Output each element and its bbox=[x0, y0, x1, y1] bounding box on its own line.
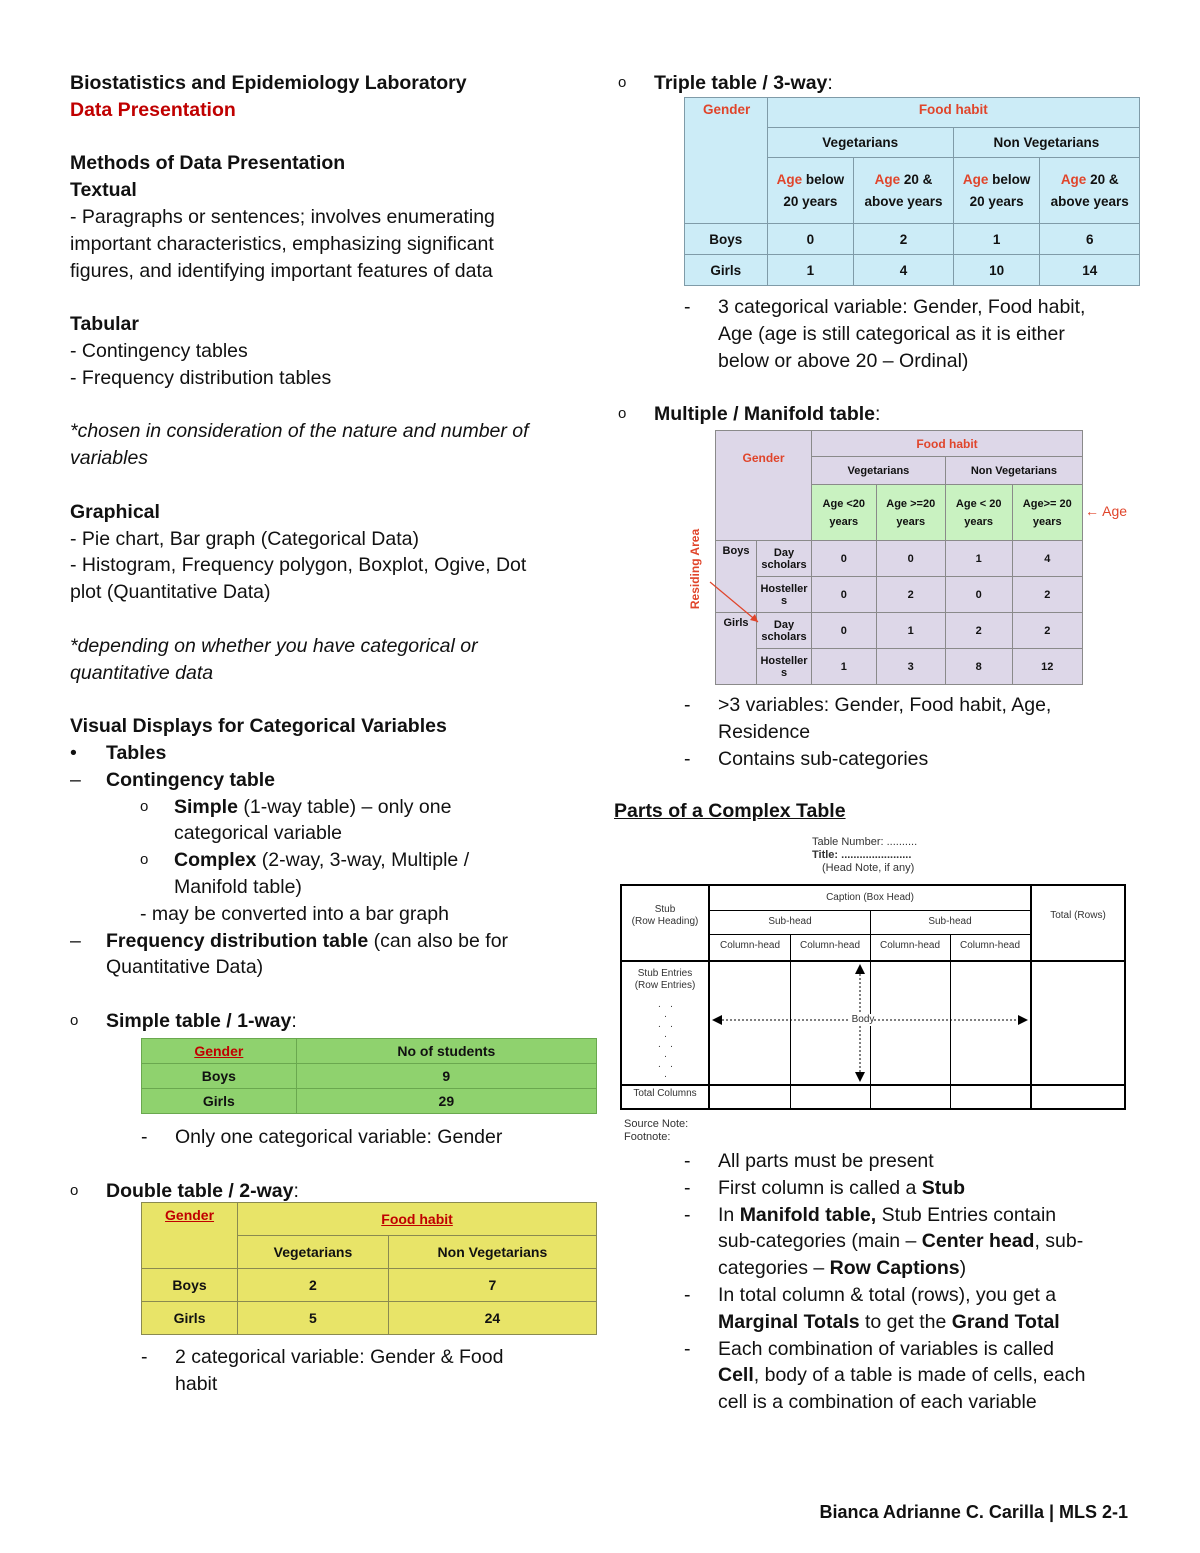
table-row bbox=[685, 255, 1140, 286]
table-cell: 1 bbox=[945, 541, 1012, 577]
simple-note: - Only one categorical variable: Gender o Double table / 2-way : bbox=[70, 1126, 503, 1202]
table-cell: 0 bbox=[876, 541, 945, 577]
table-cell: 4 bbox=[1012, 541, 1082, 577]
footer-author: Bianca Adrianne C. Carilla | MLS 2-1 bbox=[819, 1502, 1128, 1522]
table-row bbox=[142, 1089, 597, 1114]
age-col-header: Age < 20 years bbox=[945, 485, 1012, 541]
table-cell: 2 bbox=[1012, 577, 1082, 613]
table-header: Non Vegetarians bbox=[945, 457, 1082, 485]
table-cell: Girls bbox=[142, 1302, 238, 1335]
age-col-header: Age 20 & above years bbox=[854, 158, 954, 224]
table-cell: 0 bbox=[812, 577, 877, 613]
table-header: Gender bbox=[142, 1039, 297, 1064]
textual-heading: Textual bbox=[70, 179, 137, 202]
age-col-header: Age below 20 years bbox=[953, 158, 1040, 224]
table-cell: Boys bbox=[685, 224, 768, 255]
triple-table bbox=[684, 97, 1140, 286]
table-cell: Girls bbox=[142, 1089, 297, 1114]
table-cell: Boys bbox=[716, 541, 757, 613]
graphical-heading: Graphical bbox=[70, 500, 160, 523]
residing-arrow bbox=[708, 580, 768, 630]
table-cell: Day scholars bbox=[757, 613, 812, 649]
textual-line: figures, and identifying important features of data bbox=[70, 259, 493, 282]
converted-note: - may be converted into a bar graph bbox=[140, 902, 449, 925]
table-row bbox=[142, 1064, 597, 1089]
manifold-notes: - >3 variables: Gender, Food habit, Age, Residence - Contains sub-categories bbox=[684, 694, 1052, 770]
table-header: No of students bbox=[296, 1039, 596, 1064]
table-cell: 6 bbox=[1040, 224, 1140, 255]
manifold-table bbox=[715, 430, 1083, 685]
simple-item: o Simple (1-way table) – only one bbox=[140, 795, 452, 818]
table-header: Food habit bbox=[812, 431, 1083, 457]
table-cell: 24 bbox=[388, 1302, 596, 1335]
bullet-tables: • Tables bbox=[70, 741, 167, 764]
table-cell: 1 bbox=[812, 649, 877, 685]
table-cell: 2 bbox=[238, 1269, 389, 1302]
table-cell: Day scholars bbox=[757, 541, 812, 577]
double-table bbox=[141, 1202, 597, 1335]
table-header: Gender bbox=[685, 98, 768, 224]
table-cell: 4 bbox=[854, 255, 954, 286]
table-cell: 8 bbox=[945, 649, 1012, 685]
table-cell: 1 bbox=[953, 224, 1040, 255]
table-cell: 5 bbox=[238, 1302, 389, 1335]
graphical-line: - Pie chart, Bar graph (Categorical Data) bbox=[70, 527, 419, 550]
tabular-note: variables bbox=[70, 447, 149, 470]
tabular-note: *chosen in consideration of the nature and number of bbox=[70, 420, 529, 443]
graphical-note: *depending on whether you have categorical or bbox=[70, 634, 478, 657]
table-header: Vegetarians bbox=[238, 1236, 389, 1269]
table-cell: Girls bbox=[685, 255, 768, 286]
table-cell: 2 bbox=[876, 577, 945, 613]
table-header: Vegetarians bbox=[767, 128, 953, 158]
contingency-item: – Contingency table bbox=[70, 768, 276, 791]
age-arrow-label: ← Age bbox=[1085, 503, 1128, 519]
table-cell: 0 bbox=[945, 577, 1012, 613]
age-col-header: Age 20 & above years bbox=[1040, 158, 1140, 224]
age-col-header: Age below 20 years bbox=[767, 158, 854, 224]
simple-table-label: o Simple table / 1-way : bbox=[70, 1009, 297, 1032]
residing-area-label: Residing Area bbox=[688, 528, 702, 610]
parts-list: - All parts must be present - First column is called a Stub - In Manifold table, Stub Entries contain sub-categories (main – Center head, sub- categories – Row Captions) - In total column & total (rows), you get a Marginal Totals to get the Grand Total - Each combination of variables is called Cell, body of a table is made of cells, each cell is a combination of each variable bbox=[684, 1150, 1086, 1414]
table-cell: 1 bbox=[876, 613, 945, 649]
complex-item: o Complex (2-way, 3-way, Multiple / bbox=[140, 849, 470, 872]
table-row bbox=[716, 541, 1083, 577]
table-header: Gender bbox=[142, 1203, 238, 1269]
simple-table bbox=[141, 1038, 597, 1114]
left-column bbox=[70, 70, 600, 1035]
triple-label: o Triple table / 3-way : bbox=[618, 72, 833, 94]
table-cell: 14 bbox=[1040, 255, 1140, 286]
table-cell: 29 bbox=[296, 1089, 596, 1114]
table-cell: Hosteller s bbox=[757, 649, 812, 685]
tabular-line: - Frequency distribution tables bbox=[70, 366, 332, 389]
table-cell: 9 bbox=[296, 1064, 596, 1089]
table-row bbox=[142, 1269, 597, 1302]
complex-table-diagram: Stub (Row Heading) Caption (Box Head) Sub-head Sub-head Column-head Column-head Column-head Column-head Total (Rows) Stub Entries (Row Entries) · · · · · · · · · · · · Total Columns Body bbox=[620, 884, 1126, 1110]
table-cell: 0 bbox=[812, 541, 877, 577]
table-cell: 1 bbox=[767, 255, 854, 286]
tabular-heading: Tabular bbox=[70, 313, 139, 336]
freq-item: – Frequency distribution table (can also be for bbox=[70, 929, 509, 952]
table-cell: Hosteller s bbox=[757, 577, 812, 613]
textual-line: - Paragraphs or sentences; involves enumerating bbox=[70, 205, 495, 228]
table-cell: 0 bbox=[812, 613, 877, 649]
table-row bbox=[142, 1302, 597, 1335]
table-header: Food habit bbox=[767, 98, 1139, 128]
table-cell: 2 bbox=[854, 224, 954, 255]
graphical-note: quantitative data bbox=[70, 661, 214, 684]
table-cell: 3 bbox=[876, 649, 945, 685]
age-col-header: Age>= 20 years bbox=[1012, 485, 1082, 541]
graphical-line: - Histogram, Frequency polygon, Boxplot, Ogive, Dot bbox=[70, 554, 527, 577]
table-cell: Girls bbox=[716, 613, 757, 685]
diagram-footer-notes: Source Note: Footnote: bbox=[624, 1118, 689, 1143]
table-header: Vegetarians bbox=[812, 457, 946, 485]
diagram-meta: Table Number: .......... Title: ....................... (Head Note, if any) bbox=[812, 836, 918, 874]
textual-line: important characteristics, emphasizing significant bbox=[70, 232, 494, 255]
table-row bbox=[716, 577, 1083, 613]
table-cell: Boys bbox=[142, 1269, 238, 1302]
table-cell: 10 bbox=[953, 255, 1040, 286]
table-cell: 2 bbox=[945, 613, 1012, 649]
complex-item-cont: Manifold table) bbox=[174, 875, 302, 898]
doc-subtitle: Data Presentation bbox=[70, 98, 236, 121]
table-row bbox=[716, 649, 1083, 685]
tabular-line: - Contingency tables bbox=[70, 339, 248, 362]
table-header: Non Vegetarians bbox=[388, 1236, 596, 1269]
table-row bbox=[716, 613, 1083, 649]
table-cell: 12 bbox=[1012, 649, 1082, 685]
age-col-header: Age <20 years bbox=[812, 485, 877, 541]
simple-item-cont: categorical variable bbox=[174, 822, 343, 845]
methods-heading: Methods of Data Presentation bbox=[70, 152, 346, 175]
doc-title: Biostatistics and Epidemiology Laboratory bbox=[70, 72, 467, 94]
visual-heading: Visual Displays for Categorical Variables bbox=[70, 715, 447, 738]
triple-notes: - 3 categorical variable: Gender, Food habit, Age (age is still categorical as it is either below or above 20 – Ordinal) o Multiple / Manifold table : bbox=[618, 296, 1086, 426]
parts-heading: Parts of a Complex Table bbox=[614, 800, 846, 822]
double-note: - 2 categorical variable: Gender & Food habit bbox=[141, 1346, 504, 1395]
table-cell: 0 bbox=[767, 224, 854, 255]
table-cell: Boys bbox=[142, 1064, 297, 1089]
freq-item-cont: Quantitative Data) bbox=[106, 956, 264, 979]
table-header: Non Vegetarians bbox=[953, 128, 1139, 158]
table-cell: 2 bbox=[1012, 613, 1082, 649]
graphical-line: plot (Quantitative Data) bbox=[70, 581, 271, 604]
age-col-header: Age >=20 years bbox=[876, 485, 945, 541]
table-header: Food habit bbox=[238, 1203, 597, 1236]
table-row bbox=[685, 224, 1140, 255]
table-header: Gender bbox=[716, 431, 812, 541]
table-cell: 7 bbox=[388, 1269, 596, 1302]
